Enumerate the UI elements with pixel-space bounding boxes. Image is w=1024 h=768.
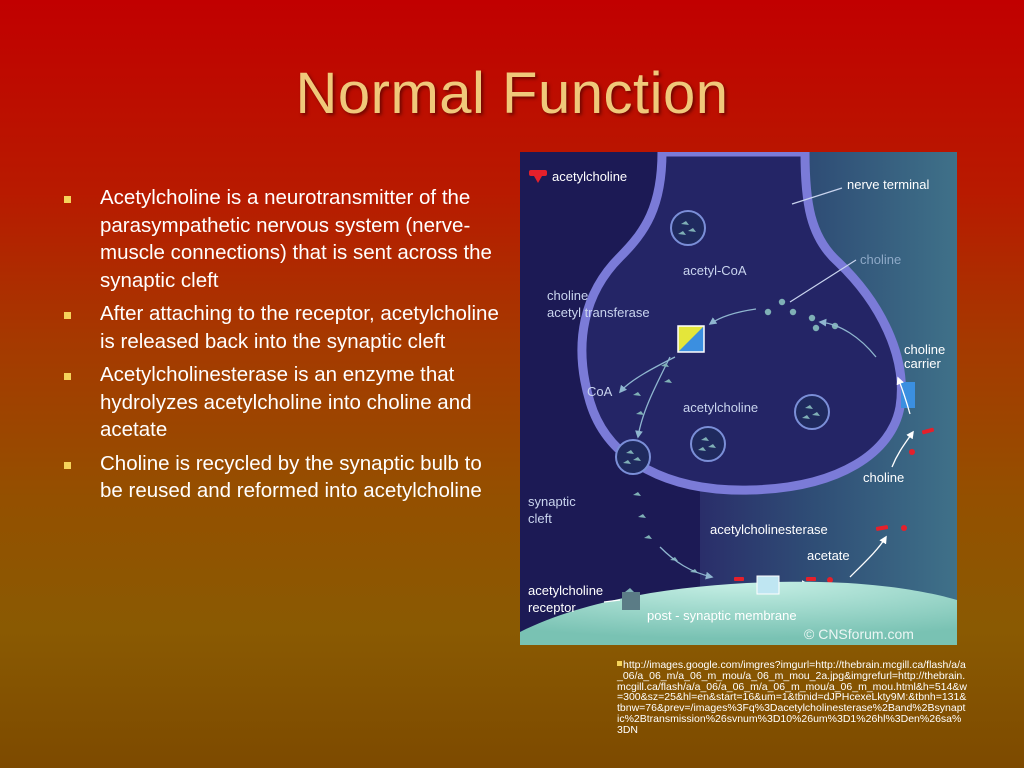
vesicle bbox=[616, 440, 650, 474]
synapse-diagram bbox=[520, 152, 957, 645]
square-bullet-icon bbox=[617, 661, 622, 666]
square-bullet-icon bbox=[64, 462, 71, 469]
bullet-item bbox=[60, 300, 500, 355]
acetate-label: acetate bbox=[807, 548, 850, 563]
square-bullet-icon bbox=[64, 312, 71, 319]
transferase-label-1: choline bbox=[547, 288, 589, 303]
bullet-item bbox=[60, 450, 500, 505]
square-bullet-icon bbox=[64, 373, 71, 380]
acetylcholinesterase-label: acetylcholinesterase bbox=[710, 522, 828, 537]
choline-carrier bbox=[901, 382, 915, 408]
slide-title: Normal Function bbox=[295, 61, 729, 126]
receptor-label-2: receptor bbox=[528, 600, 576, 615]
bullet-item bbox=[60, 361, 500, 444]
transferase-label-2: acetyl transferase bbox=[547, 305, 650, 320]
synaptic-cleft-label-1: synaptic bbox=[528, 494, 576, 509]
vesicle bbox=[671, 211, 705, 245]
coa-label: CoA bbox=[587, 384, 613, 399]
vesicle bbox=[691, 427, 725, 461]
bullet-text: Choline is recycled by the synaptic bulb to be reused and reformed into acetylcholine bbox=[100, 451, 482, 502]
acetylcholinesterase-enzyme bbox=[757, 576, 779, 594]
receptor-label-1: acetylcholine bbox=[528, 583, 604, 598]
bullet-text: Acetylcholinesterase is an enzyme that hydrolyzes acetylcholine into choline and acetate bbox=[100, 363, 472, 441]
source-url[interactable]: http://images.google.com/imgres?imgurl=http://thebrain.mcgill.ca/flash/a/a_06/a_06_m/a_06_m_mou/a_06_m_mou_2a.jpg&imgrefurl=http://thebrain.mcgill.ca/flash/a/a_06/a_06_m/a_06_m_mou/a_06_m_mou.html&h=514&w=300&sz=25&hl=en&start=16&um=1&tbnid=dJPHcexeLkty9M:&tbnh=131&tbnw=76&prev=/images%3Fq%3Dacetylcholinesterase%2Band%2Bsynaptic%2Btransmission%26svnum%3D10%26um%3D1%26hl%3Den%26sa%3DN bbox=[617, 659, 967, 736]
bullet-list bbox=[60, 184, 500, 511]
bullet-text: Acetylcholine is a neurotransmitter of the parasympathetic nervous system (nerve-muscle connections) that is sent across the synaptic cleft bbox=[100, 186, 492, 292]
choline-carrier-label-2: carrier bbox=[904, 356, 941, 371]
copyright-label: © CNSforum.com bbox=[804, 626, 914, 642]
source-caption bbox=[617, 660, 967, 736]
choline-top-label: choline bbox=[860, 252, 902, 267]
legend-label: acetylcholine bbox=[552, 169, 628, 184]
choline-right-label: choline bbox=[863, 470, 905, 485]
vesicle bbox=[795, 395, 829, 429]
transferase-enzyme-icon bbox=[678, 326, 704, 352]
bullet-text: After attaching to the receptor, acetylcholine is released back into the synaptic cleft bbox=[100, 302, 499, 353]
membrane-label: post - synaptic membrane bbox=[647, 608, 797, 623]
acetylcholine-inside-label: acetylcholine bbox=[683, 400, 759, 415]
choline-carrier-label-1: choline bbox=[904, 342, 946, 357]
acetyl-coa-label: acetyl-CoA bbox=[683, 263, 747, 278]
nerve-terminal-label: nerve terminal bbox=[847, 177, 930, 192]
synaptic-cleft-label-2: cleft bbox=[528, 511, 552, 526]
square-bullet-icon bbox=[64, 196, 71, 203]
bullet-item bbox=[60, 184, 500, 294]
